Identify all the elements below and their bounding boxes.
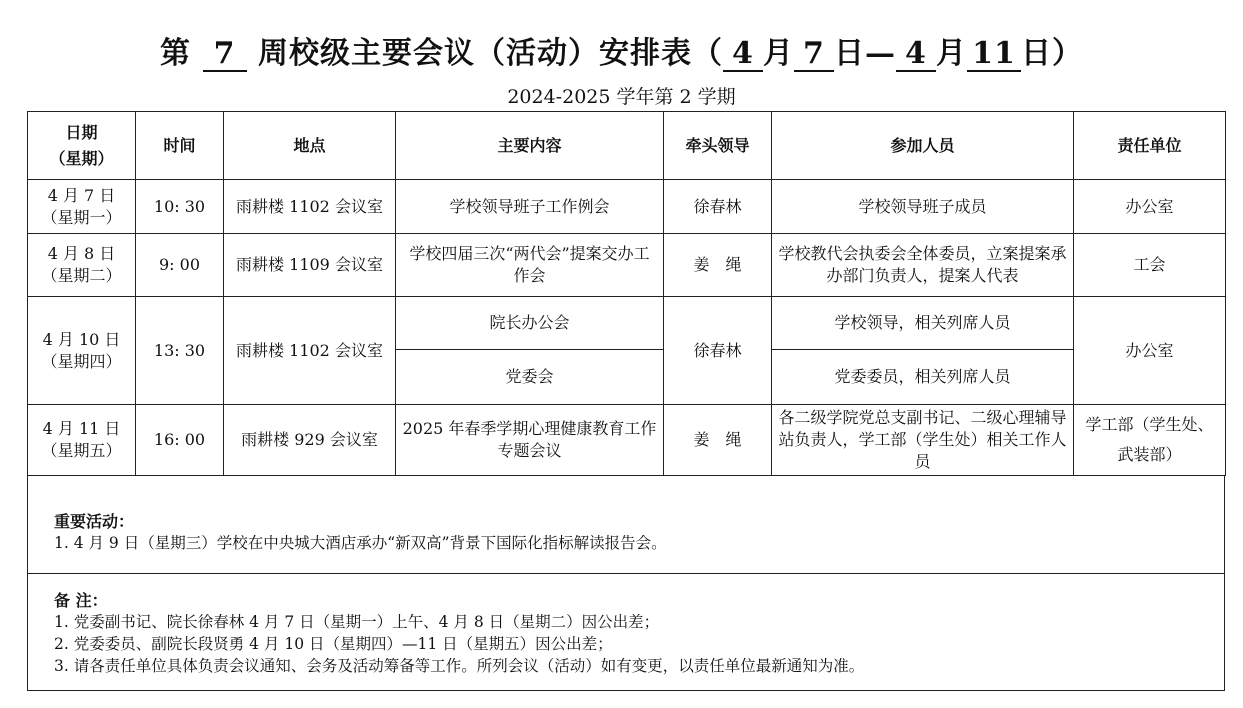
place-cell: 雨耕楼 1109 会议室 xyxy=(224,234,396,297)
participants-cell: 党委委员，相关列席人员 xyxy=(772,350,1074,405)
leader-cell: 徐春林 xyxy=(664,180,772,234)
weekday-text: （星期五） xyxy=(41,441,122,460)
leader-cell: 姜 绳 xyxy=(664,405,772,476)
header-weekday-label: （星期） xyxy=(49,148,114,168)
notes-heading: 备 注： xyxy=(54,591,108,610)
time-cell: 10: 30 xyxy=(136,180,224,234)
schedule-table xyxy=(27,111,1226,476)
header-time: 时间 xyxy=(136,112,224,180)
header-leader: 牵头领导 xyxy=(664,112,772,180)
time-cell: 9: 00 xyxy=(136,234,224,297)
title-week-number: 7 xyxy=(203,38,247,72)
table-row xyxy=(28,180,1226,234)
weekday-text: （星期一） xyxy=(41,207,122,227)
table-row xyxy=(28,297,1226,350)
header-content: 主要内容 xyxy=(396,112,664,180)
unit-cell: 学工部（学生处、武装部） xyxy=(1074,405,1226,476)
unit-cell: 工会 xyxy=(1074,234,1226,297)
note-item: 3. 请各责任单位具体负责会议通知、会务及活动筹备等工作。所列会议（活动）如有变更，以责任单位最新通知为准。 xyxy=(54,657,865,675)
place-cell: 雨耕楼 1102 会议室 xyxy=(224,180,396,234)
title-end-month: 4 xyxy=(896,38,936,72)
content-cell: 党委会 xyxy=(396,350,664,405)
unit-cell: 办公室 xyxy=(1074,297,1226,405)
notes-section xyxy=(27,573,1225,691)
content-cell: 学校四届三次“两代会”提案交办工作会 xyxy=(396,234,664,297)
weekday-text: （星期四） xyxy=(41,351,122,371)
place-cell: 雨耕楼 1102 会议室 xyxy=(224,297,396,405)
header-place: 地点 xyxy=(224,112,396,180)
leader-cell: 姜 绳 xyxy=(664,234,772,297)
header-row xyxy=(28,112,1226,180)
title-prefix: 第 xyxy=(160,36,192,71)
table-row xyxy=(28,234,1226,297)
unit-cell: 办公室 xyxy=(1074,180,1226,234)
date-cell xyxy=(28,297,136,405)
date-text: 4 月 7 日 xyxy=(47,185,116,205)
header-participants: 参加人员 xyxy=(772,112,1074,180)
time-cell: 13: 30 xyxy=(136,297,224,405)
date-cell xyxy=(28,234,136,297)
header-unit: 责任单位 xyxy=(1074,112,1226,180)
title-month-label: 月 xyxy=(762,36,794,71)
date-text: 4 月 8 日 xyxy=(47,244,116,263)
important-heading: 重要活动： xyxy=(54,512,135,531)
header-date xyxy=(28,112,136,180)
title-end-day: 11 xyxy=(967,38,1021,72)
participants-cell: 学校领导班子成员 xyxy=(772,180,1074,234)
important-item: 1. 4 月 9 日（星期三）学校在中央城大酒店承办“新双高”背景下国际化指标解读报告会。 xyxy=(54,534,667,552)
participants-cell: 各二级学院党总支副书记、二级心理辅导站负责人，学工部（学生处）相关工作人员 xyxy=(772,405,1074,476)
title-suffix: 日） xyxy=(1020,36,1083,71)
time-cell: 16: 00 xyxy=(136,405,224,476)
semester-subtitle: 2024-2025 学年第 2 学期 xyxy=(507,86,736,108)
date-cell xyxy=(28,180,136,234)
date-cell xyxy=(28,405,136,476)
leader-cell: 徐春林 xyxy=(664,297,772,405)
content-cell: 2025 年春季学期心理健康教育工作专题会议 xyxy=(396,405,664,476)
place-cell: 雨耕楼 929 会议室 xyxy=(224,405,396,476)
date-text: 4 月 11 日 xyxy=(42,419,121,438)
table-row xyxy=(28,405,1226,476)
content-cell: 学校领导班子工作例会 xyxy=(396,180,664,234)
date-text: 4 月 10 日 xyxy=(42,329,121,349)
weekday-text: （星期二） xyxy=(41,266,122,285)
note-item: 1. 党委副书记、院长徐春林 4 月 7 日（星期一）上午、4 月 8 日（星期二）因公出差； xyxy=(54,613,660,631)
note-item: 2. 党委委员、副院长段贤勇 4 月 10 日（星期四）—11 日（星期五）因公出差； xyxy=(54,635,613,653)
content-cell: 院长办公会 xyxy=(396,297,664,350)
page-title xyxy=(0,28,1243,72)
participants-cell: 学校领导，相关列席人员 xyxy=(772,297,1074,350)
title-start-month: 4 xyxy=(723,38,763,72)
title-day-label: 日— xyxy=(833,36,896,71)
title-month-label: 月 xyxy=(935,36,967,71)
header-date-label: 日期 xyxy=(65,122,98,142)
important-activities-section xyxy=(27,476,1225,574)
title-middle: 周校级主要会议（活动）安排表（ xyxy=(257,36,723,71)
title-start-day: 7 xyxy=(794,38,834,72)
participants-cell: 学校教代会执委会全体委员，立案提案承办部门负责人，提案人代表 xyxy=(772,234,1074,297)
